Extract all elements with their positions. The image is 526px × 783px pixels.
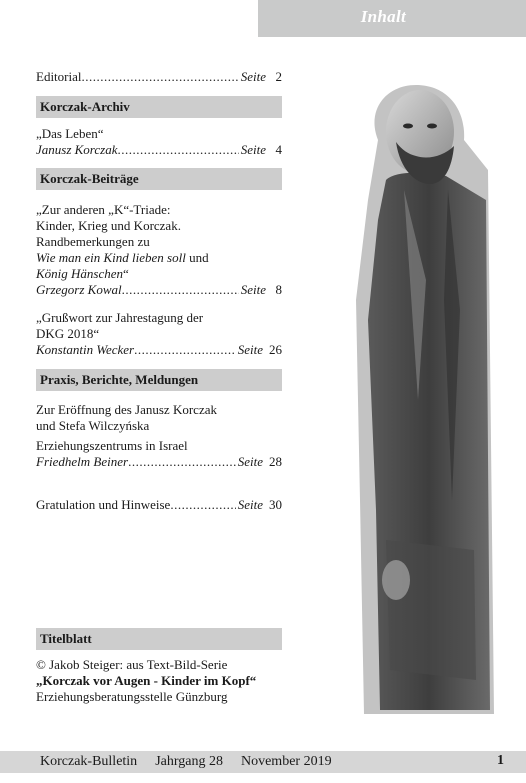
page-number: 4 bbox=[275, 142, 282, 157]
footer-volume: Jahrgang 28 bbox=[155, 754, 223, 769]
korczak-photo bbox=[356, 80, 494, 714]
toc-title-line: „Zur anderen „K“-Triade: bbox=[36, 202, 171, 217]
toc-title-line bbox=[36, 250, 282, 266]
seite-label: Seite bbox=[237, 497, 263, 512]
section-heading-beitraege: Korczak-Beiträge bbox=[36, 168, 282, 190]
toc-title-line bbox=[36, 266, 282, 282]
seite-label: Seite bbox=[237, 342, 263, 357]
page-number: 30 bbox=[269, 497, 282, 512]
page-number: 8 bbox=[275, 282, 282, 297]
title-tail: und bbox=[185, 250, 209, 265]
toc-author: Konstantin Wecker bbox=[36, 342, 135, 357]
toc-entry-editorial[interactable] bbox=[36, 69, 282, 85]
leader-dots bbox=[170, 497, 235, 513]
toc-author: Grzegorz Kowal bbox=[36, 282, 122, 297]
leader-dots bbox=[82, 69, 239, 85]
credit-series-title: „Korczak vor Augen - Kinder im Kopf“ bbox=[36, 673, 257, 688]
toc-title-line: „Grußwort zur Jahrestagung der bbox=[36, 310, 204, 325]
section-heading-archiv: Korczak-Archiv bbox=[36, 96, 282, 118]
footer-publication: Korczak-Bulletin bbox=[40, 754, 138, 769]
toc-title-line: DKG 2018“ bbox=[36, 326, 100, 341]
toc-entry-das-leben[interactable] bbox=[36, 126, 282, 158]
toc-title-line: Kinder, Krieg und Korczak. bbox=[36, 218, 181, 233]
toc-title: Editorial bbox=[36, 69, 82, 84]
toc-title: „Das Leben“ bbox=[36, 126, 104, 141]
seite-label: Seite bbox=[240, 282, 266, 297]
footer bbox=[40, 753, 350, 771]
footer-page-number: 1 bbox=[497, 753, 504, 768]
book-title: Wie man ein Kind lieben soll bbox=[36, 250, 186, 265]
toc-entry-erziehungszentrum[interactable] bbox=[36, 402, 282, 470]
toc-author: Janusz Korczak bbox=[36, 142, 118, 157]
section-heading-praxis: Praxis, Berichte, Meldungen bbox=[36, 369, 282, 391]
page-number: 26 bbox=[269, 342, 282, 357]
toc-entry-gratulation[interactable] bbox=[36, 497, 282, 513]
seite-label: Seite bbox=[240, 69, 266, 84]
toc-entry-grusswort[interactable] bbox=[36, 310, 282, 358]
credit-line: © Jakob Steiger: aus Text-Bild-Serie bbox=[36, 657, 228, 672]
page-number: 2 bbox=[275, 69, 282, 84]
page-number: 28 bbox=[269, 454, 282, 469]
seite-label: Seite bbox=[237, 454, 263, 469]
credit-line: Erziehungsberatungsstelle Günzburg bbox=[36, 689, 228, 704]
contents-title: Inhalt bbox=[360, 7, 406, 26]
toc-title-line: Zur Eröffnung des Janusz Korczak bbox=[36, 402, 217, 417]
leader-dots bbox=[118, 142, 239, 158]
toc-title-line: und Stefa Wilczyńska bbox=[36, 418, 150, 433]
leader-dots bbox=[128, 454, 236, 470]
book-title: König Hänschen bbox=[36, 266, 124, 281]
section-heading-titelblatt: Titelblatt bbox=[36, 628, 282, 650]
toc-title: Gratulation und Hinweise bbox=[36, 497, 171, 512]
toc-title-line: Erziehungszentrums in Israel bbox=[36, 438, 188, 453]
toc-entry-k-triade[interactable] bbox=[36, 202, 282, 298]
title-tail: “ bbox=[123, 266, 129, 281]
cover-credit bbox=[36, 657, 296, 705]
footer-date: November 2019 bbox=[240, 754, 332, 769]
leader-dots bbox=[122, 282, 239, 298]
leader-dots bbox=[134, 342, 236, 358]
contents-header-bar bbox=[258, 0, 526, 37]
toc-title-line: Randbemerkungen zu bbox=[36, 234, 150, 249]
toc-author: Friedhelm Beiner bbox=[36, 454, 129, 469]
seite-label: Seite bbox=[240, 142, 266, 157]
korczak-figure-illustration bbox=[356, 80, 494, 714]
